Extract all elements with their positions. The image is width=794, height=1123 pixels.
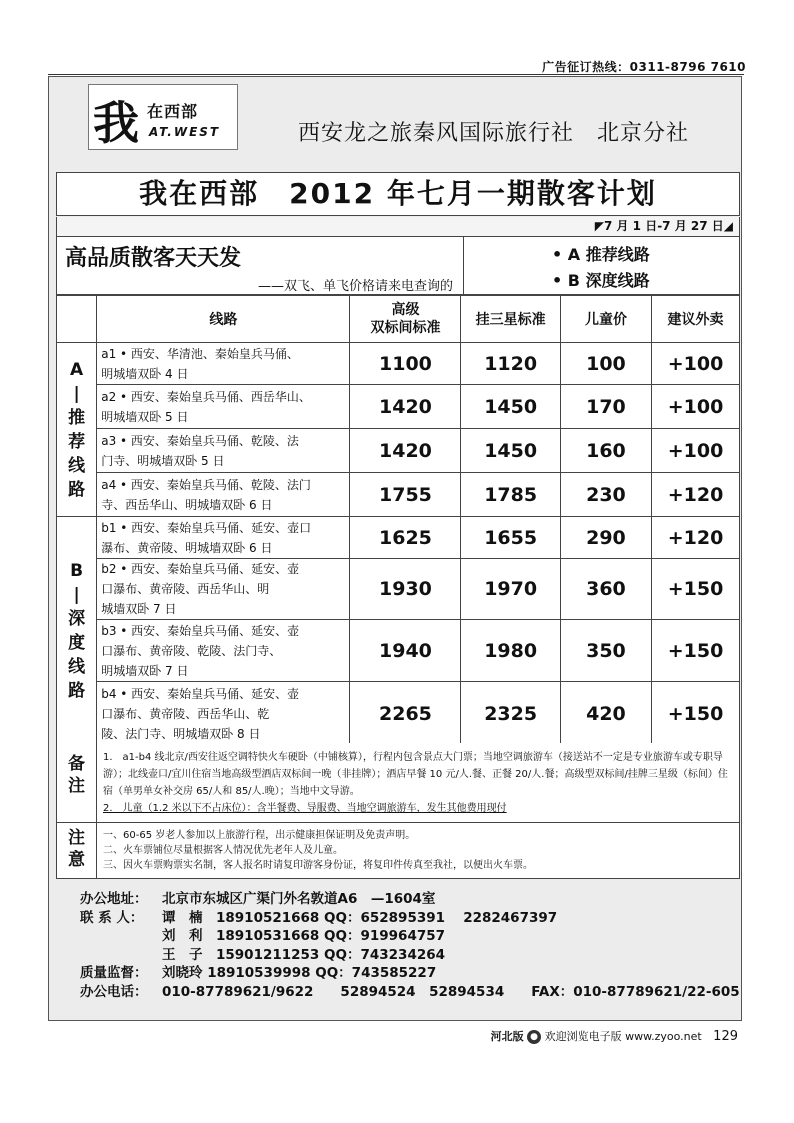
three-star-price: 1970 (461, 559, 560, 620)
logo-big-char: 我 (93, 96, 139, 150)
contact-label: 联 系 人： (80, 909, 144, 926)
table-row (57, 343, 740, 385)
ad-hotline: 广告征订热线：0311-8796 7610 (542, 60, 746, 74)
browse-text: 欢迎浏览电子版 www.zyoo.net (544, 1030, 702, 1043)
deluxe-price: 1420 (350, 429, 461, 473)
child-price: 290 (560, 517, 651, 559)
deluxe-price: 1755 (350, 473, 461, 517)
three-star-price: 2325 (461, 682, 560, 746)
remarks-text (103, 749, 733, 817)
page-number: 129 (713, 1029, 738, 1044)
child-price: 420 (560, 682, 651, 746)
three-star-price: 1120 (461, 343, 560, 385)
three-star-price: 1450 (461, 429, 560, 473)
header-child: 儿童价 (560, 296, 651, 343)
logo-small-text: 在西部 (147, 102, 199, 121)
quality-label: 质量监督： (80, 965, 148, 981)
table-row (57, 620, 740, 682)
price-table (56, 295, 740, 746)
deluxe-price: 1625 (350, 517, 461, 559)
header-route: 线路 (97, 296, 350, 343)
table-row (57, 473, 740, 517)
three-star-price: 1980 (461, 620, 560, 682)
resell-markup: +100 (652, 429, 740, 473)
slogan-note: ——双飞、单飞价格请来电查询的 (257, 279, 453, 294)
logo-en-text: AT.WEST (149, 125, 221, 139)
notice-label: 注 意 (57, 823, 97, 878)
slogan-box (56, 237, 464, 295)
deluxe-price: 1940 (350, 620, 461, 682)
resell-markup: +150 (652, 559, 740, 620)
office-phone: 010-87789621/9622 52894524 52894534 FAX：010-87789621/22-605 (162, 983, 740, 1000)
phone-label: 办公电话： (80, 983, 148, 1000)
address-label: 办公地址： (80, 891, 148, 907)
route-cell: a3 • 西安、秦始皇兵马俑、乾陵、法 门寺、明城墙双卧 5 日 (97, 429, 350, 473)
top-divider (48, 74, 744, 75)
resell-markup: +120 (652, 473, 740, 517)
table-row (57, 682, 740, 746)
table-row (57, 385, 740, 429)
table-row (57, 517, 740, 559)
resell-markup: +100 (652, 343, 740, 385)
child-price: 230 (560, 473, 651, 517)
three-star-price: 1655 (461, 517, 560, 559)
table-row (57, 559, 740, 620)
notice-item: 二、火车票铺位尽量根据客人情况优先老年人及儿童。 (103, 845, 343, 856)
notice-item: 三、因火车票购票实名制，客人报名时请复印游客身份证，将复印件传真至我社，以便出火车票。 (103, 860, 533, 871)
route-type-a: • A 推荐线路 (552, 245, 650, 264)
child-price: 360 (560, 559, 651, 620)
child-price: 170 (560, 385, 651, 429)
resell-markup: +150 (652, 682, 740, 746)
slogan: 高品质散客天天发 (65, 246, 242, 271)
route-cell: a4 • 西安、秦始皇兵马俑、乾陵、法门 寺、西岳华山、明城墙双卧 6 日 (97, 473, 350, 517)
route-cell: b4 • 西安、秦始皇兵马俑、延安、壶 口瀑布、黄帝陵、西岳华山、乾 陵、法门寺、明城墙双卧 8 日 (97, 682, 350, 746)
page-footer (491, 1028, 738, 1044)
route-cell: b2 • 西安、秦始皇兵马俑、延安、壶 口瀑布、黄帝陵、西岳华山、明 城墙双卧 7 日 (97, 559, 350, 620)
header-three-star: 挂三星标准 (461, 296, 560, 343)
notice-text (103, 828, 733, 873)
contact-person: 刘 利 18910531668 QQ：919964757 (162, 928, 446, 944)
edition-label: 河北版 (490, 1030, 524, 1043)
remark-2: 2. 儿童（1.2 米以下不占床位）：含半餐费、导服费、当地空调旅游车，发生其他费用现付 (103, 803, 507, 814)
group-b-label: B | 深 度 线 路 (57, 517, 97, 746)
deluxe-price: 1420 (350, 385, 461, 429)
deluxe-price: 2265 (350, 682, 461, 746)
child-price: 160 (560, 429, 651, 473)
agency-name: 西安龙之旅秦风国际旅行社 北京分社 (298, 121, 690, 146)
route-type-b: • B 深度线路 (552, 271, 650, 290)
remark-1: 1. a1-b4 线北京/西安往返空调特快火车硬卧（中铺核算），行程内包含景点大门票；当地空调旅游车（接送站不一定是专业旅游车或专职导游）；北线壶口/宜川住宿当地高级型酒店双标间一晚（非挂牌）；酒店早餐 10 元/人.餐、正餐 20/人.餐；高级型双标间/挂牌三星级（标间）住宿（单男单女补交房 65/人和 85/人.晚）；当地中文导游。 (103, 752, 728, 797)
child-price: 100 (560, 343, 651, 385)
header-deluxe: 高级 双标间标准 (350, 296, 461, 343)
resell-markup: +100 (652, 385, 740, 429)
deluxe-price: 1100 (350, 343, 461, 385)
route-cell: b1 • 西安、秦始皇兵马俑、延安、壶口 瀑布、黄帝陵、明城墙双卧 6 日 (97, 517, 350, 559)
remarks-box (56, 743, 740, 823)
address: 北京市东城区广渠门外名敦道A6 —1604室 (162, 891, 436, 907)
notice-box (56, 823, 740, 879)
date-range: ◤7 月 1 日-7 月 27 日◢ (56, 217, 740, 237)
three-star-price: 1785 (461, 473, 560, 517)
three-star-price: 1450 (461, 385, 560, 429)
route-cell: a2 • 西安、秦始皇兵马俑、西岳华山、 明城墙双卧 5 日 (97, 385, 350, 429)
page-title: 我在西部 2012 年七月一期散客计划 (56, 172, 740, 216)
route-cell: b3 • 西安、秦始皇兵马俑、延安、壶 口瀑布、黄帝陵、乾陵、法门寺、 明城墙双卧 7 日 (97, 620, 350, 682)
logo (88, 84, 238, 150)
table-row (57, 429, 740, 473)
route-cell: a1 • 西安、华清池、秦始皇兵马俑、 明城墙双卧 4 日 (97, 343, 350, 385)
quality-contact: 刘晓玲 18910539998 QQ：743585227 (162, 965, 437, 981)
brand-icon: ● (527, 1030, 541, 1044)
notice-item: 一、60-65 岁老人参加以上旅游行程，出示健康担保证明及免责声明。 (103, 830, 416, 841)
child-price: 350 (560, 620, 651, 682)
resell-markup: +120 (652, 517, 740, 559)
header-resell: 建议外卖 (652, 296, 740, 343)
remarks-label: 备 注 (57, 743, 97, 822)
group-a-label: A | 推 荐 线 路 (57, 343, 97, 517)
contact-block (80, 890, 740, 1001)
contact-person: 王 子 15901211253 QQ：743234264 (162, 946, 446, 963)
route-types-box (464, 237, 740, 295)
table-header-row (57, 296, 740, 343)
resell-markup: +150 (652, 620, 740, 682)
group-header (57, 296, 97, 343)
deluxe-price: 1930 (350, 559, 461, 620)
contact-person: 谭 楠 18910521668 QQ：652895391 2282467397 (162, 909, 558, 926)
